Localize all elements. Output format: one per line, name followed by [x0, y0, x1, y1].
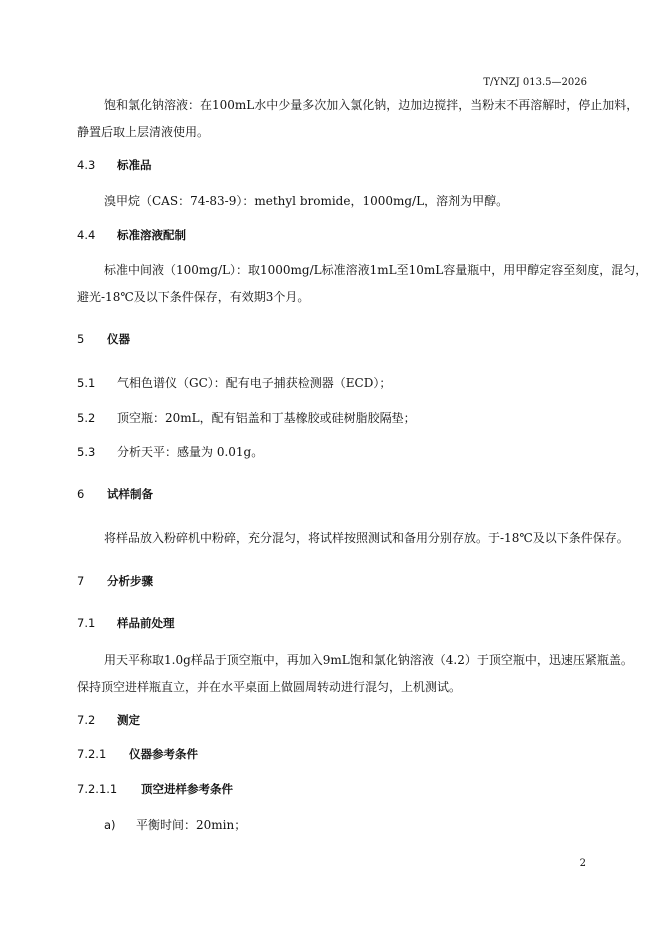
section-heading [77, 746, 198, 762]
section-number: 7.2.1.1 [77, 782, 118, 796]
section-number: 4.4 [77, 228, 96, 242]
list-item [104, 816, 246, 833]
section-heading [77, 227, 186, 243]
section-heading [77, 781, 233, 797]
body-paragraph: 将样品放入粉碎机中粉碎，充分混匀，将试样按照测试和备用分别存放。于-18℃及以下条件保存。 [104, 531, 629, 545]
body-paragraph: 用天平称取1.0g样品于顶空瓶中，再加入9mL饱和氯化钠溶液（4.2）于顶空瓶中，迅速压紧瓶盖。 [104, 653, 633, 667]
section-heading [77, 331, 130, 347]
section-text: 样品前处理 [117, 616, 175, 630]
section-heading [77, 573, 153, 589]
section-heading [77, 486, 153, 502]
page-number: 2 [579, 858, 586, 869]
section-number: 7.2 [77, 713, 96, 727]
section-number: a) [104, 818, 116, 832]
section-text: 平衡时间：20min； [136, 818, 247, 832]
section-number: 7 [77, 574, 85, 588]
page-header-doc-code: T/YNZJ 013.5—2026 [483, 77, 587, 88]
body-paragraph: 标准中间液（100mg/L）：取1000mg/L标准溶液1mL至10mL容量瓶中，用甲醇定容至刻度，混匀， [104, 263, 648, 277]
section-number: 5.1 [77, 376, 96, 390]
list-item [77, 443, 263, 460]
section-text: 试样制备 [107, 487, 153, 501]
section-number: 5 [77, 332, 85, 346]
section-text: 仪器 [107, 332, 130, 346]
section-text: 分析步骤 [107, 574, 153, 588]
section-text: 气相色谱仪（GC）：配有电子捕获检测器（ECD）； [117, 376, 392, 390]
section-number: 5.2 [77, 411, 96, 425]
section-heading [77, 615, 175, 631]
section-text: 顶空瓶：20mL，配有铝盖和丁基橡胶或硅树脂胶隔垫； [117, 411, 416, 425]
body-paragraph: 静置后取上层清液使用。 [77, 125, 210, 139]
section-text: 标准品 [117, 158, 152, 172]
section-number: 7.2.1 [77, 747, 107, 761]
section-text: 仪器参考条件 [129, 747, 198, 761]
section-heading [77, 712, 140, 728]
section-number: 6 [77, 487, 85, 501]
list-item [77, 374, 391, 391]
section-number: 4.3 [77, 158, 96, 172]
body-paragraph: 避光-18℃及以下条件保存，有效期3个月。 [77, 290, 310, 304]
body-paragraph: 保持顶空进样瓶直立，并在水平桌面上做圆周转动进行混匀，上机测试。 [77, 680, 462, 694]
section-text: 分析天平：感量为 0.01g。 [117, 445, 264, 459]
section-text: 测定 [117, 713, 140, 727]
section-heading [77, 157, 152, 173]
section-number: 7.1 [77, 616, 96, 630]
section-text: 标准溶液配制 [117, 228, 186, 242]
body-paragraph: 饱和氯化钠溶液：在100mL水中少量多次加入氯化钠，边加边搅拌，当粉末不再溶解时，停止加料， [104, 98, 639, 112]
body-paragraph: 溴甲烷（CAS：74-83-9）：methyl bromide，1000mg/L，溶剂为甲醇。 [104, 194, 509, 208]
section-number: 5.3 [77, 445, 96, 459]
list-item [77, 409, 416, 426]
section-text: 顶空进样参考条件 [141, 782, 233, 796]
